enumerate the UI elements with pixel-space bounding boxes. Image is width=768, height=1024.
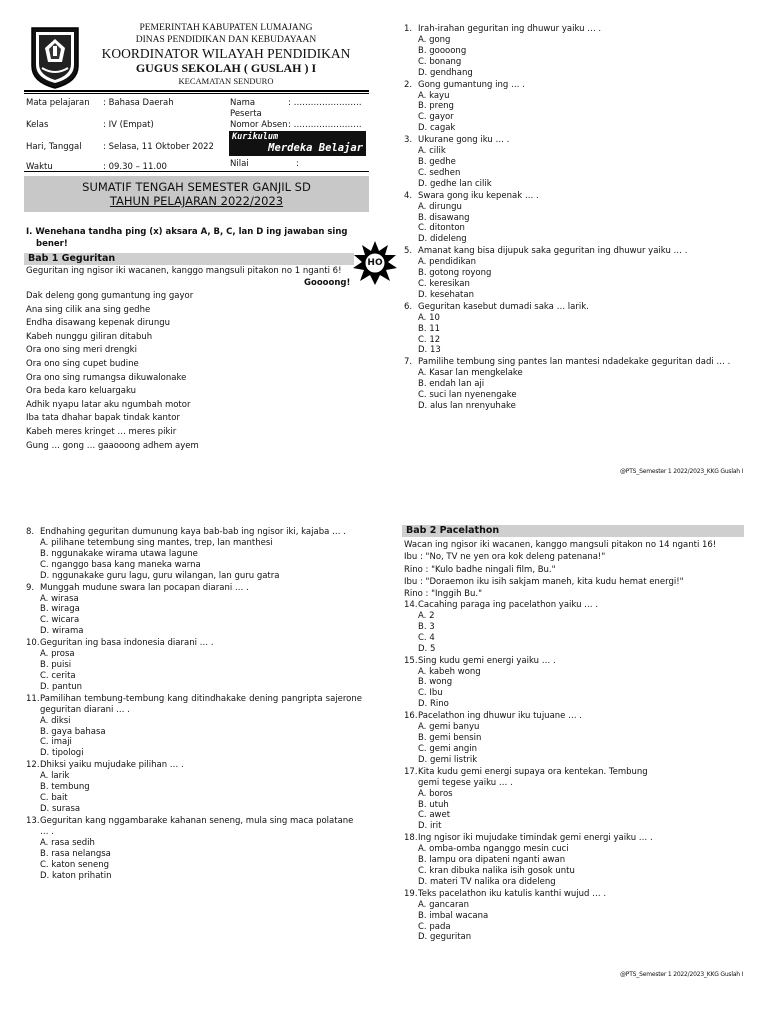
answer-option[interactable]: D. dideleng: [418, 234, 467, 245]
answer-option[interactable]: B. 11: [418, 323, 441, 334]
answer-option[interactable]: A. pilihane tetembung sing mantes, trep, lan manthesi: [40, 538, 273, 549]
exam-title-line-2: TAHUN PELAJARAN 2022/2023: [109, 194, 284, 208]
questions-14-19: [404, 600, 744, 944]
answer-option[interactable]: D. 5: [418, 643, 436, 654]
answer-option[interactable]: B. wong: [418, 677, 453, 688]
dialog-line: Rino : "Inggih Bu.": [404, 589, 482, 600]
absen-label: Nomor Absen: [230, 120, 288, 130]
answer-option[interactable]: B. nggunakake wirama utawa lagune: [40, 548, 198, 559]
bab2-intro: Wacan ing ngisor iki wacanen, kanggo mangsuli pitakon no 14 nganti 16!: [404, 540, 717, 550]
question-text: Geguritan kang nggambarake kahanan seneng, mula sing maca polatane … .: [40, 815, 354, 837]
answer-option[interactable]: A. dirungu: [418, 201, 462, 212]
letterhead-line-4: GUGUS SEKOLAH ( GUSLAH ) I: [135, 61, 317, 75]
answer-option[interactable]: B. gedhe: [418, 157, 456, 168]
answer-option[interactable]: C. wicara: [40, 615, 80, 626]
poem-title: Goooong!: [304, 278, 351, 288]
letterhead: [84, 22, 368, 87]
question-text: Pamilihan tembung-tembung kang ditindhakake dening pangripta sajerone geguritan diarani … .: [40, 693, 362, 715]
poem: [26, 290, 356, 453]
answer-option[interactable]: C. gayor: [418, 112, 454, 123]
question-text: Amanat kang bisa dijupuk saka geguritan ing dhuwur yaiku … .: [418, 246, 688, 257]
question-number: 2.: [404, 79, 413, 90]
instruction: I. Wenehana tandha ping (x) aksara A, B, C, lan D ing jawaban sing bener!: [26, 227, 348, 249]
name-label: Nama Peserta: [230, 98, 262, 119]
answer-option[interactable]: D. kesehatan: [418, 289, 474, 300]
letterhead-rule: [24, 90, 369, 94]
subject-value: : Bahasa Daerah: [103, 98, 174, 108]
answer-option[interactable]: D. nggunakake guru lagu, guru wilangan, lan guru gatra: [40, 570, 280, 581]
answer-option[interactable]: A. rasa sedih: [40, 837, 95, 848]
student-info-left: [26, 98, 226, 173]
dialog-line: Ibu : "Doraemon iku isih sakjam maneh, kita kudu hemat energi!": [404, 576, 684, 587]
question: [404, 711, 744, 766]
poem-line: Ora ono sing rumangsa dikuwalonake: [26, 372, 187, 383]
answer-option[interactable]: C. cerita: [40, 670, 76, 681]
poem-line: Gung … gong … gaaooong adhem ayem: [26, 440, 199, 451]
poem-line: Dak deleng gong gumantung ing gayor: [26, 291, 194, 301]
answer-option[interactable]: A. kabeh wong: [418, 666, 481, 677]
letterhead-line-5: KECAMATAN SENDURO: [178, 76, 274, 86]
answer-option[interactable]: C. keresikan: [418, 278, 470, 289]
answer-option[interactable]: D. Rino: [418, 699, 449, 710]
bab2-title: Bab 2 Pacelathon: [402, 525, 744, 537]
question-text: Ing ngisor iki mujudake timindak gemi energi yaiku … .: [418, 833, 653, 844]
question-text: Teks pacelathon iku katulis kanthi wujud … .: [418, 888, 607, 899]
question-text: Kita kudu gemi energi supaya ora kentekan. Tembung gemi tegese yaiku … .: [418, 766, 648, 788]
question-text: Geguritan kasebut dumadi saka … larik.: [418, 301, 589, 312]
letterhead-line-3: KOORDINATOR WILAYAH PENDIDIKAN: [101, 46, 351, 61]
answer-option[interactable]: B. tembung: [40, 782, 90, 793]
questions-8-13: [26, 527, 362, 882]
poem-line: Adhik nyapu latar aku ngumbah motor: [26, 399, 191, 410]
answer-option[interactable]: B. wiraga: [40, 604, 80, 615]
absen-field[interactable]: : ……………………: [288, 120, 362, 130]
question-text: Pamilihe tembung sing pantes lan mantesi ndadekake geguritan dadi … .: [418, 357, 731, 368]
question-number: 8.: [26, 527, 35, 537]
answer-option[interactable]: D. gedhe lan cilik: [418, 178, 492, 189]
answer-option[interactable]: A. pendidikan: [418, 257, 476, 268]
answer-option[interactable]: A. boros: [418, 788, 453, 799]
student-info-right: [230, 98, 370, 131]
ho-badge: [352, 240, 398, 286]
answer-option[interactable]: B. imbal wacana: [418, 910, 489, 921]
dialog-line: Ibu : "No, TV ne yen ora kok deleng patenana!": [404, 552, 606, 563]
question-number: 4.: [404, 190, 413, 201]
question-text: Pacelathon ing dhuwur iku tujuane … .: [418, 711, 582, 722]
answer-option[interactable]: B. gemi bensin: [418, 733, 482, 744]
answer-option[interactable]: B. 3: [418, 621, 435, 632]
answer-option[interactable]: C. 12: [418, 334, 441, 345]
answer-option[interactable]: D. irit: [418, 821, 442, 832]
answer-option[interactable]: D. surasa: [40, 803, 81, 814]
info-rule: [24, 171, 369, 172]
answer-option[interactable]: B. preng: [418, 101, 454, 112]
answer-option[interactable]: C. gemi angin: [418, 743, 478, 754]
poem-line: Iba tata dhahar bapak tindak kantor: [26, 413, 180, 424]
answer-option[interactable]: A. wirasa: [40, 593, 79, 604]
score-row: [230, 159, 370, 170]
score-field[interactable]: :: [296, 159, 299, 169]
poem-line: Kabeh nunggu giliran ditabuh: [26, 331, 153, 342]
questions-1-7: [404, 24, 754, 413]
exam-title-line-1: SUMATIF TENGAH SEMESTER GANJIL SD: [82, 180, 311, 194]
answer-option[interactable]: A. omba-omba nganggo mesin cuci: [418, 844, 569, 855]
poem-line: Ora ono sing meri drengki: [26, 345, 137, 356]
page-footer: @PTS_Semester 1 2022/2023_KKG Guslah I: [620, 971, 744, 978]
answer-option[interactable]: B. endah lan aji: [418, 379, 485, 390]
answer-option[interactable]: C. bait: [40, 793, 68, 804]
answer-option[interactable]: B. utuh: [418, 799, 449, 810]
question-number: 9.: [26, 582, 35, 593]
letterhead-line-1: PEMERINTAH KABUPATEN LUMAJANG: [139, 23, 313, 33]
poem-line: Ora ono sing cupet budine: [26, 358, 139, 369]
question-text: Swara gong iku kepenak … .: [418, 190, 539, 201]
answer-option[interactable]: C. katon seneng: [40, 859, 110, 870]
question: [404, 833, 744, 888]
answer-option[interactable]: A. gemi banyu: [418, 722, 480, 733]
answer-option[interactable]: D. gemi listrik: [418, 754, 478, 765]
page-footer: @PTS_Semester 1 2022/2023_KKG Guslah I: [620, 468, 744, 475]
answer-option[interactable]: B. goooong: [418, 45, 467, 56]
answer-option[interactable]: B. rasa nelangsa: [40, 848, 111, 859]
question-number: 18.: [404, 833, 418, 844]
answer-option[interactable]: D. materi TV nalika ora dideleng: [418, 876, 556, 887]
answer-option[interactable]: C. nganggo basa kang maneka warna: [40, 559, 201, 570]
question: [404, 135, 754, 190]
poem-line: Ana sing cilik ana sing gedhe: [26, 304, 151, 315]
answer-option[interactable]: C. kran dibuka nalika isih gosok untu: [418, 866, 575, 877]
answer-option[interactable]: D. wirama: [40, 626, 84, 637]
name-field[interactable]: : ……………………: [288, 98, 362, 108]
question-text: Geguritan ing basa indonesia diarani … .: [40, 638, 214, 649]
answer-option[interactable]: B. puisi: [40, 660, 72, 671]
question: [26, 760, 362, 815]
question: [404, 600, 744, 655]
answer-option[interactable]: B. lampu ora dipateni nganti awan: [418, 855, 566, 866]
question: [26, 694, 362, 760]
answer-option[interactable]: D. katon prihatin: [40, 870, 112, 881]
letterhead-line-2: DINAS PENDIDIKAN DAN KEBUDAYAAN: [135, 35, 317, 45]
question-text: Sing kudu gemi energi yaiku … .: [418, 655, 556, 666]
class-value: : IV (Empat): [103, 120, 154, 130]
answer-option[interactable]: D. cagak: [418, 123, 456, 134]
poem-line: Ora beda karo keluargaku: [26, 386, 137, 397]
question-number: 12.: [26, 760, 40, 771]
question: [404, 246, 754, 301]
answer-option[interactable]: C. Ibu: [418, 688, 443, 699]
question-text: Cacahing paraga ing pacelathon yaiku … .: [418, 600, 599, 610]
school-logo: [30, 26, 80, 90]
answer-option[interactable]: A. kayu: [418, 90, 450, 101]
answer-option[interactable]: C. awet: [418, 810, 451, 821]
answer-option[interactable]: D. pantun: [40, 681, 83, 692]
answer-option[interactable]: D. gendhang: [418, 67, 473, 78]
bab1-intro: Geguritan ing ngisor iki wacanen, kanggo mangsuli pitakon no 1 nganti 6!: [26, 266, 342, 276]
question-number: 10.: [26, 638, 40, 649]
question: [404, 357, 754, 412]
question-number: 13.: [26, 815, 40, 826]
question-number: 7.: [404, 357, 413, 368]
date-value: : Selasa, 11 Oktober 2022: [103, 142, 214, 152]
answer-option[interactable]: A. 10: [418, 312, 440, 323]
answer-option[interactable]: A. Kasar lan mengkelake: [418, 368, 523, 379]
question: [404, 302, 754, 357]
kurikulum-bottom: Merdeka Belajar: [268, 142, 363, 154]
class-label: Kelas: [26, 120, 49, 130]
answer-option[interactable]: B. gaya bahasa: [40, 726, 106, 737]
answer-option[interactable]: A. prosa: [40, 649, 75, 660]
answer-option[interactable]: D. tipologi: [40, 748, 84, 759]
answer-option[interactable]: A. gong: [418, 35, 451, 46]
question-text: Irah-irahan geguritan ing dhuwur yaiku … .: [418, 24, 602, 34]
question: [26, 638, 362, 693]
poem-line: Endha disawang kepenak dirungu: [26, 318, 170, 329]
question-number: 15.: [404, 655, 418, 666]
answer-option[interactable]: D. alus lan nrenyuhake: [418, 400, 516, 411]
answer-option[interactable]: C. bonang: [418, 56, 462, 67]
question: [404, 656, 744, 711]
bab2-reading: [404, 539, 744, 600]
ho-label: HO: [367, 258, 383, 268]
answer-option[interactable]: C. imaji: [40, 737, 72, 748]
question-number: 6.: [404, 301, 413, 312]
question-number: 19.: [404, 888, 418, 899]
kurikulum-top: Kurikulum: [232, 132, 279, 142]
question-number: 1.: [404, 24, 413, 34]
answer-option[interactable]: C. sedhen: [418, 167, 461, 178]
answer-option[interactable]: C. 4: [418, 632, 435, 643]
answer-option[interactable]: C. pada: [418, 921, 451, 932]
score-label: Nilai: [230, 159, 249, 169]
question: [26, 527, 362, 582]
answer-option[interactable]: C. suci lan nyenengake: [418, 390, 517, 401]
answer-option[interactable]: A. cilik: [418, 146, 446, 157]
question: [404, 767, 744, 833]
answer-option[interactable]: A. larik: [40, 771, 70, 782]
question-number: 5.: [404, 246, 413, 257]
kurikulum-badge: [229, 131, 366, 156]
answer-option[interactable]: B. disawang: [418, 212, 470, 223]
bab1-title: Bab 1 Geguritan: [24, 253, 354, 265]
question: [404, 80, 754, 135]
question: [26, 583, 362, 638]
answer-option[interactable]: D. geguritan: [418, 932, 472, 943]
question-text: Endhahing geguritan dumunung kaya bab-bab ing ngisor iki, kajaba … .: [40, 527, 346, 537]
time-value: : 09.30 – 11.00: [103, 162, 167, 172]
answer-option[interactable]: A. gancaran: [418, 899, 470, 910]
date-label: Hari, Tanggal: [26, 142, 82, 152]
answer-option[interactable]: A. diksi: [40, 715, 71, 726]
subject-label: Mata pelajaran: [26, 98, 90, 108]
question-text: Dhiksi yaiku mujudake pilihan … .: [40, 760, 184, 771]
question: [404, 191, 754, 246]
question-number: 11.: [26, 693, 40, 704]
question-number: 14.: [404, 600, 418, 610]
answer-option[interactable]: A. 2: [418, 611, 435, 622]
question-text: Ukurane gong iku … .: [418, 135, 510, 146]
question-number: 16.: [404, 711, 418, 722]
question: [404, 24, 754, 79]
question-number: 17.: [404, 766, 418, 777]
question-text: Gong gumantung ing … .: [418, 79, 525, 90]
poem-line: Kabeh meres kringet … meres pikir: [26, 426, 177, 437]
answer-option[interactable]: C. ditonton: [418, 223, 465, 234]
answer-option[interactable]: D. 13: [418, 345, 441, 356]
question-number: 3.: [404, 135, 413, 146]
question-text: Munggah mudune swara lan pocapan diarani … .: [40, 582, 249, 593]
answer-option[interactable]: B. gotong royong: [418, 268, 492, 279]
dialog-line: Rino : "Kulo badhe ningali film, Bu.": [404, 564, 556, 575]
question: [404, 889, 744, 944]
time-label: Waktu: [26, 162, 53, 172]
question: [26, 816, 362, 882]
lumajang-emblem-icon: [30, 26, 80, 90]
exam-title-box: [24, 176, 369, 212]
